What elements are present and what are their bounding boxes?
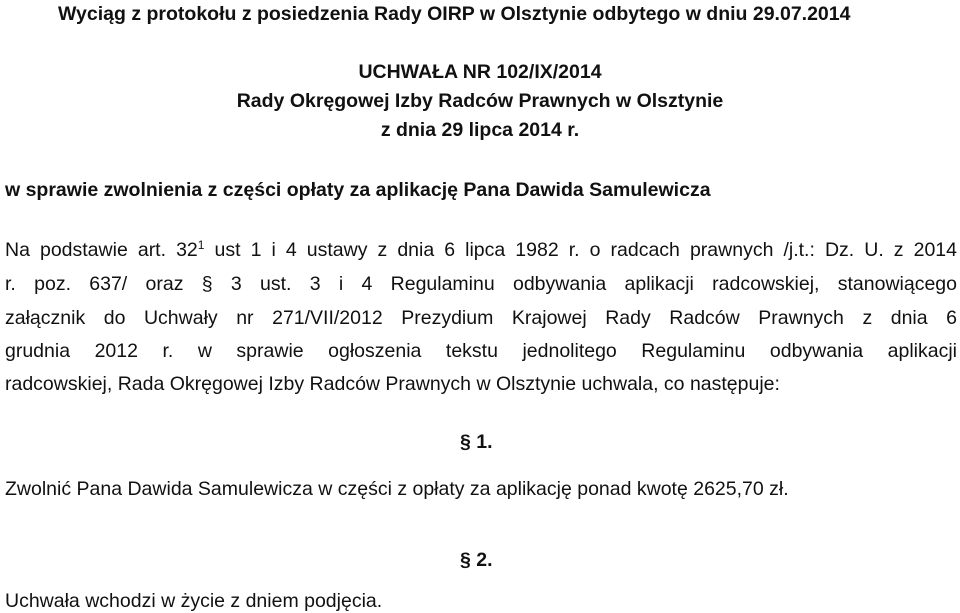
section-1-text: Zwolnić Pana Dawida Samulewicza w części z opłaty za aplikację ponad kwotę 2625,70 zł.: [5, 478, 789, 500]
legal-basis-art-suffix: ust 1 i 4 ustawy z dnia 6 lipca 1982 r. o radcach prawnych /j.t.: Dz. U. z 2014: [204, 239, 957, 261]
section-2-text: Uchwała wchodzi w życie z dniem podjęcia.: [5, 590, 383, 612]
legal-basis-line-3: załącznik do Uchwały nr 271/VII/2012 Prezydium Krajowej Rady Radców Prawnych z dnia 6: [5, 307, 957, 329]
legal-basis-art-prefix: Na podstawie art. 32: [5, 239, 198, 261]
legal-basis-superscript: 1: [197, 238, 205, 252]
extract-title: Wyciąg z protokołu z posiedzenia Rady OIRP w Olsztynie odbytego w dniu 29.07.2014: [58, 3, 851, 25]
resolution-subject: w sprawie zwolnienia z części opłaty za aplikację Pana Dawida Samulewicza: [5, 179, 711, 201]
legal-basis-line-2: r. poz. 637/ oraz § 3 ust. 3 i 4 Regulaminu odbywania aplikacji radcowskiej, stanowiącego: [5, 273, 957, 295]
section-2-heading: § 2.: [460, 549, 493, 571]
resolution-date: z dnia 29 lipca 2014 r.: [380, 119, 580, 141]
legal-basis-line-5: radcowskiej, Rada Okręgowej Izby Radców Prawnych w Olsztynie uchwala, co następuje:: [5, 373, 780, 395]
legal-basis-line-4: grudnia 2012 r. w sprawie ogłoszenia tekstu jednolitego Regulaminu odbywania aplikacji: [5, 340, 957, 362]
resolution-number: UCHWAŁA NR 102/IX/2014: [358, 61, 602, 83]
legal-basis-line-1: [5, 238, 957, 262]
section-1-heading: § 1.: [460, 431, 493, 453]
council-name: Rady Okręgowej Izby Radców Prawnych w Olsztynie: [236, 90, 724, 112]
